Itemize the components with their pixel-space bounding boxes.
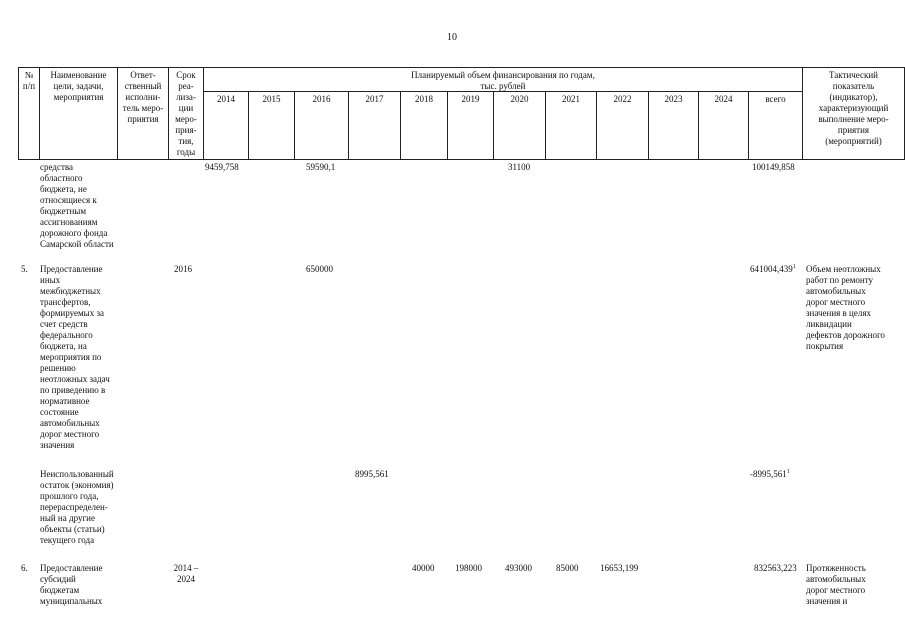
page-number: 10: [447, 32, 457, 43]
row-term: 2016: [174, 264, 192, 274]
header-year-2015: 2015: [262, 94, 281, 104]
header-year-2018: 2018: [415, 94, 433, 104]
header-year-2021: 2021: [562, 94, 580, 104]
value-2020: 31100: [508, 162, 531, 172]
row-indicator: Объем неотложных работ по ремонту автомобильных дорог местного значения в целях ликвидации дефектов дорожного покрытия: [806, 264, 885, 351]
header-year-2014: 2014: [217, 94, 235, 104]
header-year-2016: 2016: [312, 94, 331, 104]
header-year-2019: 2019: [461, 94, 480, 104]
row-term: 2014 – 2024: [173, 563, 199, 584]
value-2021: 85000: [556, 563, 579, 573]
value-2017: 8995,561: [355, 469, 389, 479]
value-2020: 493000: [505, 563, 532, 573]
header-num: № п/п: [22, 70, 36, 91]
footnote-mark: 1: [786, 469, 790, 475]
value-2018: 40000: [412, 563, 435, 573]
row-indicator: Протяженность автомобильных дорог местного значения и: [806, 563, 866, 606]
value-total-number: 641004,439: [750, 264, 793, 274]
value-2016: 59590,1: [306, 162, 336, 172]
header-responsible: Ответ- ственный исполни- тель меро- приятия: [122, 70, 164, 124]
header-term: Срок реа- лиза- ции меро- прия- тия, годы: [175, 70, 197, 157]
value-total: 100149,858: [752, 162, 795, 172]
header-total: всего: [765, 94, 786, 104]
value-total: 832563,223: [754, 563, 797, 573]
header-year-2023: 2023: [664, 94, 683, 104]
header-year-2017: 2017: [365, 94, 384, 104]
value-2022: 16653,199: [600, 563, 639, 573]
row-name: средства областного бюджета, не относящиеся к бюджетным ассигнованиям дорожного фонда Самарской области: [40, 162, 114, 249]
row-name: Предоставление иных межбюджетных трансфертов, формируемых за счет средств федерального бюджета, на мероприятия по решению неотложных задач по приведению в нормативное состояние автомобильных дорог местного значения: [40, 264, 110, 450]
row-name: Неиспользованный остаток (экономия) прошлого года, перераспределен- ный на другие объекты (статьи) текущего года: [40, 469, 114, 545]
header-year-2022: 2022: [613, 94, 632, 104]
value-total: [750, 264, 796, 275]
row-number: 6.: [21, 563, 28, 573]
header-indicator: Тактический показатель (индикатор), характеризующий выполнение меро- приятия (мероприятий): [818, 70, 889, 146]
row-number: 5.: [21, 264, 28, 274]
header-year-2020: 2020: [510, 94, 529, 104]
header-year-2024: 2024: [714, 94, 733, 104]
row-name: Предоставление субсидий бюджетам муниципальных: [40, 563, 103, 606]
footnote-mark: 1: [792, 264, 796, 270]
header-planned-financing: Планируемый объем финансирования по годам, тыс. рублей: [411, 70, 595, 91]
header-name: Наименование цели, задачи, мероприятия: [50, 70, 107, 102]
value-2016: 650000: [306, 264, 333, 274]
value-total: [750, 469, 790, 480]
value-2019: 198000: [455, 563, 482, 573]
value-total-number: -8995,561: [750, 469, 787, 479]
value-2014: 9459,758: [205, 162, 239, 172]
